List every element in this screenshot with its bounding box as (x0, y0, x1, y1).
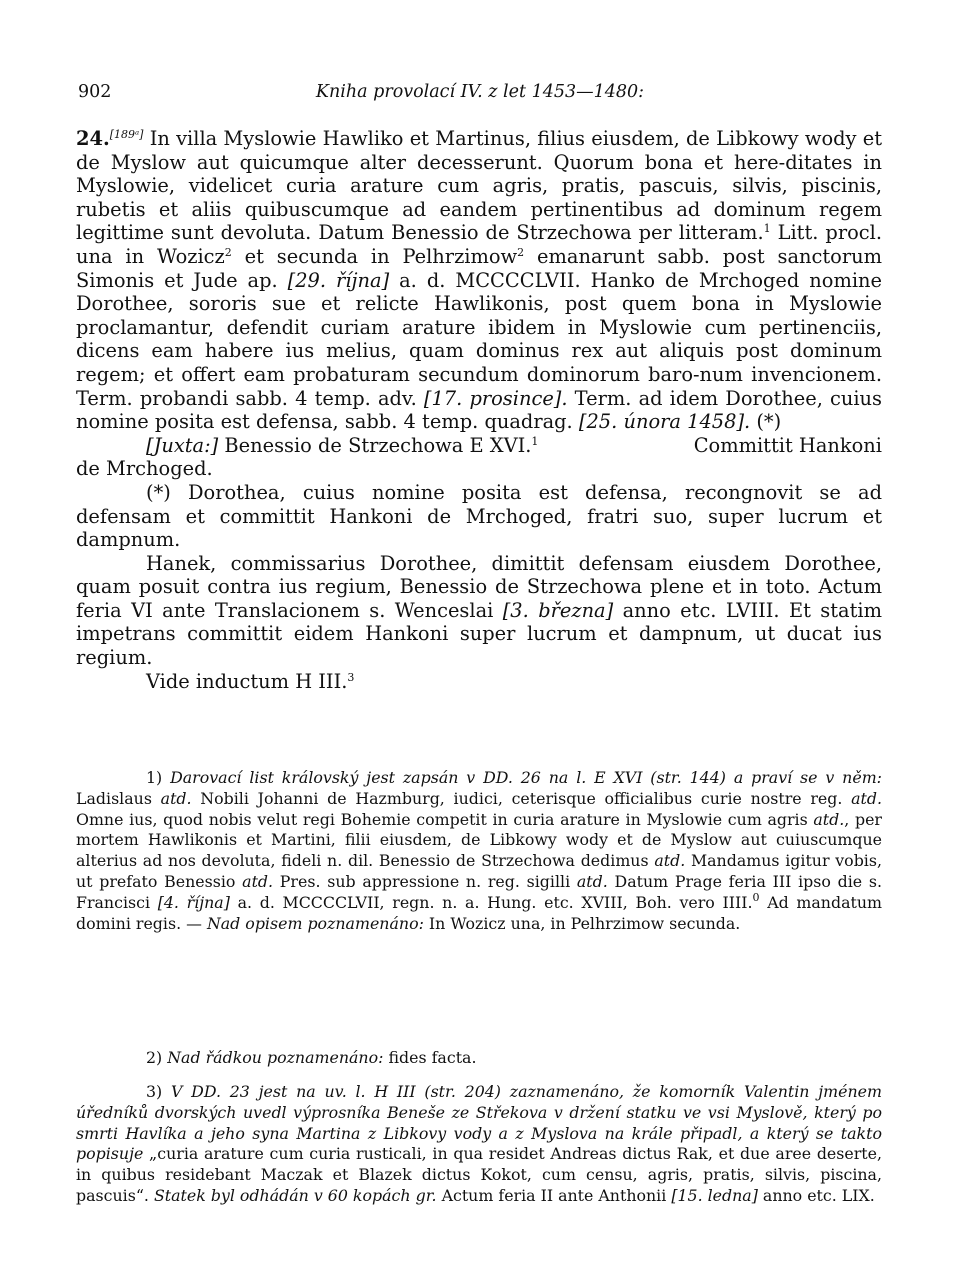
footnote-text: Statek byl odhádán v 60 kopách gr. (153, 1185, 437, 1205)
hanek-paragraph (76, 552, 882, 670)
date-bracket: [25. února 1458]. (578, 410, 751, 434)
vide-text: Vide inductum H III. (146, 669, 348, 693)
footnote-text: Datum Prage feria III ipso die s. Francisci (76, 871, 882, 912)
footnote-3 (76, 1082, 882, 1207)
date-bracket: [3. března] (502, 598, 614, 622)
committit-continuation: de Mrchoged. (76, 457, 213, 481)
footnote-number: 3) (146, 1082, 163, 1101)
footnote-text: atd. (576, 871, 608, 891)
footnote-text: „curia arature cum curia rusticali, in qua residet Andreas dictus Rak, et due aree deserte, in quibus residebant Maczak et Blazek dictus Kokot, cum censu, agris, pratis, silvis, piscina, pascuis“. (76, 1144, 882, 1205)
litt-text: et secunda in Pelhrzimow (231, 244, 518, 268)
juxta-line (76, 434, 882, 458)
entry-paragraph (76, 127, 882, 434)
entry-line: Term. (567, 386, 632, 410)
footnote-text: atd. (654, 851, 686, 871)
entry-line: piscinis, rubetis et aliis quibuscumque ad eandem pertinentibus ad dominum (76, 174, 882, 221)
entry-line: cum pertinenciis, dicens eam habere ius melius, quam dominus rex aut aliquis (76, 315, 882, 363)
entry-line: bona in Myslowie proclamantur, defendit curiam arature ibidem in Myslowie (76, 292, 882, 339)
entry-line: regem legittime sunt devoluta. Datum Benessio de Strzechowa per litteram. (76, 197, 882, 245)
litt-text: Litt. procl. una in Wozicz (76, 221, 882, 268)
footnote-text: Mandamus igitur vobis, ut prefato Benessio (76, 851, 882, 891)
footnote-2 (76, 1048, 882, 1069)
footnote-text: Omne ius, quod nobis velut regi Bohemie competit in curia arature in Myslowie cum agris (76, 809, 814, 829)
footnote-text: Nad opisem poznamenáno: (206, 913, 424, 933)
hanek-text: Hanek, commissarius Dorothee, dimittit defensam eiusdem Dorothee, quam posuit contra ius regium, Benessio de Strzechowa plene et in toto. Actum feria VI ante Translacionem s. Wenceslai (76, 551, 882, 622)
footnote-mark: 0 (752, 890, 760, 904)
footnote-text: atd. (813, 809, 845, 829)
footnote-mark: 3 (347, 670, 355, 684)
entry-line: ad idem Dorothee, cuius nomine posita est defensa, sabb. 4 temp. quadrag. (76, 386, 883, 434)
running-head (78, 82, 882, 108)
footnote-text: Nad řádkou poznamenáno: (162, 1048, 384, 1067)
footnote-text: Darovací list královský jest zapsán v DD. 26 na l. E XVI (str. 144) a praví se v něm: (162, 768, 882, 787)
date-bracket: [4. října] (157, 892, 230, 912)
entry-line: ditates in Myslowie, videlicet curia arature cum agris, pratis, pascuis, silvis, (76, 150, 882, 198)
footnote-text: Ladislaus (76, 788, 161, 808)
footnote-text: a. d. MCCCCLVII, regn. n. a. Hung. etc. XVIII, Boh. vero IIII. (229, 892, 753, 912)
vide-line (76, 670, 882, 694)
footnote-text: Nobili Johanni de Hazmburg, iudici, ceterisque officialibus curie nostre reg. (191, 788, 852, 808)
juxta-left (146, 434, 538, 458)
footnote-mark: 1 (763, 222, 771, 236)
main-text (76, 127, 882, 693)
footnote-text: Ad mandatum domini regis. — (76, 892, 883, 933)
footnote-text: Pres. sub appressione n. reg. sigilli (273, 871, 577, 891)
litt-text: emanarunt sabb. post (524, 244, 765, 268)
asterisk-note: (*) Dorothea, cuius nomine posita est defensa, recongnovit se ad defensam et committit Hankoni de Mrchoged, fratri suo, super lucrum et dampnum. (76, 480, 882, 552)
entry-line: a. d. MCCCCLVII. (389, 268, 581, 292)
marginal-reference: [189ᵃ] (109, 128, 144, 141)
date-bracket: [17. prosince]. (423, 386, 568, 410)
footnote-text: , per mortem Hawlikonis et Martini, filii eiusdem, de Libkowy wody et de Myslow aut cuiuscumque alterius ad nos devoluta, fideli n. dil. Benessio de Strzechowa dedimus (76, 809, 882, 871)
hanek-text: anno etc. LVIII. Et statim impetrans committit eidem Hankoni super lucrum et dampnum, ut ducat ius regium. (76, 598, 882, 670)
footnote-number: 2) (146, 1048, 163, 1067)
footnote-text: anno etc. LIX. (757, 1185, 875, 1205)
entry-line: In villa Myslowie Hawliko et Martinus, filius eiusdem, de Libkowy (149, 127, 799, 150)
footnote-text: V DD. 23 jest na uv. l. H III (str. 204) zaznamenáno, že komorník Valentin jménem úředníků dvorských uvedl výprosníka Beneše ze Střekova v držení statku ve vsi Myslově, který po smrti Havlíka a jeho syna Martina z Libkovy vody a z Myslova na krále připadl, a který se takto popisuje (76, 1082, 882, 1164)
footnote-text: atd. (160, 788, 192, 808)
juxta-label: [Juxta:] (146, 433, 219, 457)
juxta-text: Benessio de Strzechowa E XVI. (218, 433, 532, 457)
entry-number: 24. (76, 127, 110, 150)
entry-line: sanctorum Simonis et Jude ap. (76, 244, 882, 292)
running-title: Kniha provolací IV. z let 1453—1480: (315, 82, 645, 102)
entry-line: num invencionem. Term. probandi sabb. 4 temp. adv. (76, 362, 882, 410)
footnote-text: Actum feria II ante Anthonii (436, 1185, 672, 1205)
footnote-text: atd. (242, 871, 274, 891)
footnote-text: In Wozicz una, in Pelhrzimow secunda. (423, 913, 741, 933)
date-bracket: [29. října] (287, 268, 390, 292)
footnote-number: 1) (146, 768, 163, 787)
page-number: 902 (78, 82, 112, 102)
footnote-text: fides facta. (383, 1048, 477, 1067)
entry-line: wody et de Myslow aut quicumque alter decesserunt. Quorum bona et here- (76, 127, 882, 174)
footnote-mark: 1 (531, 434, 539, 448)
footnote-text: atd. (851, 788, 882, 808)
date-bracket: [15. ledna] (671, 1185, 758, 1205)
asterisk-reference: (*) (750, 410, 782, 434)
entry-line: de Mrchoged nomine Dorothee, sororis sue et relicte Hawlikonis, post quem (76, 268, 882, 316)
entry-line: Hanko (590, 268, 656, 292)
committit-text: Committit Hankoni (693, 433, 882, 457)
footnote-mark: 2 (224, 245, 232, 259)
footnote-mark: 2 (517, 245, 525, 259)
entry-line: post dominum regem; et offert eam probaturam secundum dominorum baro- (76, 339, 882, 386)
footnote-1 (76, 768, 882, 934)
